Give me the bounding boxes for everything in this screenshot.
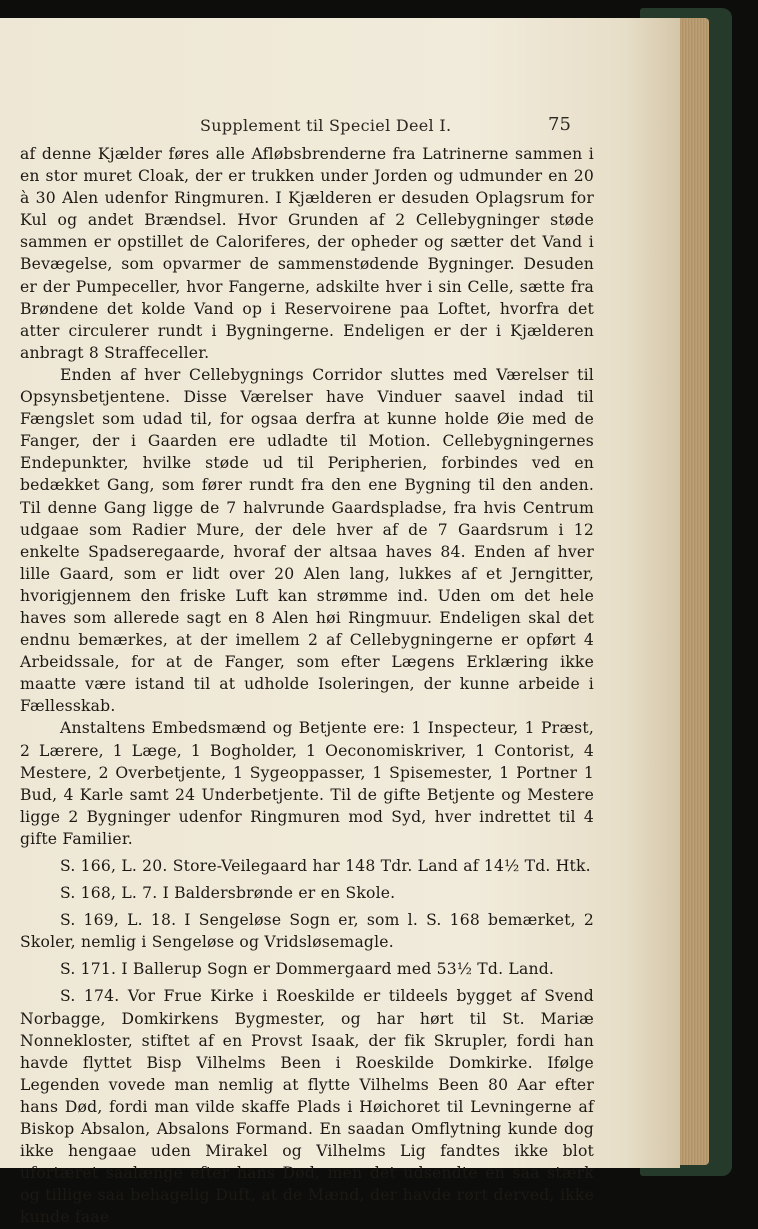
paragraph-s168: S. 168, L. 7. I Baldersbrønde er en Skole.	[60, 884, 396, 903]
paragraph-s171: S. 171. I Ballerup Sogn er Dommergaard med 53½ Td. Land.	[60, 960, 555, 979]
running-head: Supplement til Speciel Deel I.	[200, 116, 452, 135]
paragraph-continuation: af denne Kjælder føres alle Afløbsbrenderne fra Latrinerne sammen i en stor muret Cloak, der er trukken under Jorden og udmunder en 20 à 30 Alen udenfor Ringmuren. I Kjælderen er desuden Oplagsrum for Kul og andet Brændsel. Hvor Grunden af 2 Cellebygninger støde sammen er opstillet de Caloriferes, der opheder og sætter det Vand i Bevægelse, som opvarmer de sammenstødende Bygninger. Desuden er der Pumpeceller, hvor Fangerne, adskilte hver i sin Celle, sætte fra Brøndene det kolde Vand op i Reservoirene paa Loftet, hvorfra det atter circulerer rundt i Bygningerne. Endeligen er der i Kjælderen anbragt 8 Straffeceller.	[20, 145, 594, 362]
paragraph-s166: S. 166, L. 20. Store-Veilegaard har 148 Tdr. Land af 14½ Td. Htk.	[60, 857, 591, 875]
page-header	[0, 110, 680, 140]
paragraph-s169: S. 169, L. 18. I Sengeløse Sogn er, som l. S. 168 bemærket, 2 Skoler, nemlig i Sengeløse og Vridsløsemagle.	[20, 911, 594, 952]
page-body	[20, 143, 594, 1229]
paragraph-s174: S. 174. Vor Frue Kirke i Roeskilde er tildeels bygget af Svend Norbagge, Domkirkens Bygmester, og har hørt til St. Mariæ Nonnekloster, stiftet af en Provst Isaak, der fik Skrupler, fordi han havde flyttet Bisp Vilhelms Been i Roeskilde Domkirke. Ifølge Legenden vovede man nemlig at flytte Vilhelms Been 80 Aar efter hans Død, fordi man vilde skaffe Plads i Høichoret til Levningerne af Biskop Absalon, Absalons Formand. En saadan Omflytning kunde dog ikke hengaae uden Mirakel og Vilhelms Lig fandtes ikke blot ufortæret saalænge efter hans Død, men det udsendte en saa stærk og tillige saa behagelig Duft, at de Mænd, der havde rørt derved, ikke kunde faae	[20, 987, 594, 1227]
paragraph-corridor: Enden af hver Cellebygnings Corridor sluttes med Værelser til Opsynsbetjentene. Disse Værelser have Vinduer saavel indad til Fængslet som udad til, for ogsaa derfra at kunne holde Øie med de Fanger, der i Gaarden ere udladte til Motion. Cellebygningernes Endepunkter, hvilke støde ud til Peripherien, forbindes ved en bedækket Gang, som fører rundt fra den ene Bygning til den anden. Til denne Gang ligge de 7 halvrunde Gaardspladse, fra hvis Centrum udgaae som Radier Mure, der dele hver af de 7 Gaardsrum i 12 enkelte Spadseregaarde, hvoraf der altsaa haves 84. Enden af hver lille Gaard, som er lidt over 20 Alen lang, lukkes af et Jerngitter, hvorigjennem den friske Luft kan strømme ind. Uden om det hele haves som allerede sagt en 8 Alen høi Ringmuur. Endeligen skal det endnu bemærkes, at der imellem 2 af Cellebygningerne er opført 4 Arbeidssale, for at de Fanger, som efter Lægens Erklæring ikke maatte være istand til at udholde Isoleringen, der kunne arbeide i Fællesskab.	[20, 365, 594, 716]
paragraph-staff: Anstaltens Embedsmænd og Betjente ere: 1 Inspecteur, 1 Præst, 2 Lærere, 1 Læge, 1 Bogholder, 1 Oeconomiskriver, 1 Contorist, 4 Mestere, 2 Overbetjente, 1 Sygeoppasser, 1 Spisemester, 1 Portner 1 Bud, 4 Karle samt 24 Underbetjente. Til de gifte Betjente og Mestere ligge 2 Bygninger udenfor Ringmuren mod Syd, hver indrettet til 4 gifte Familier.	[20, 719, 594, 848]
page-number: 75	[548, 114, 571, 135]
